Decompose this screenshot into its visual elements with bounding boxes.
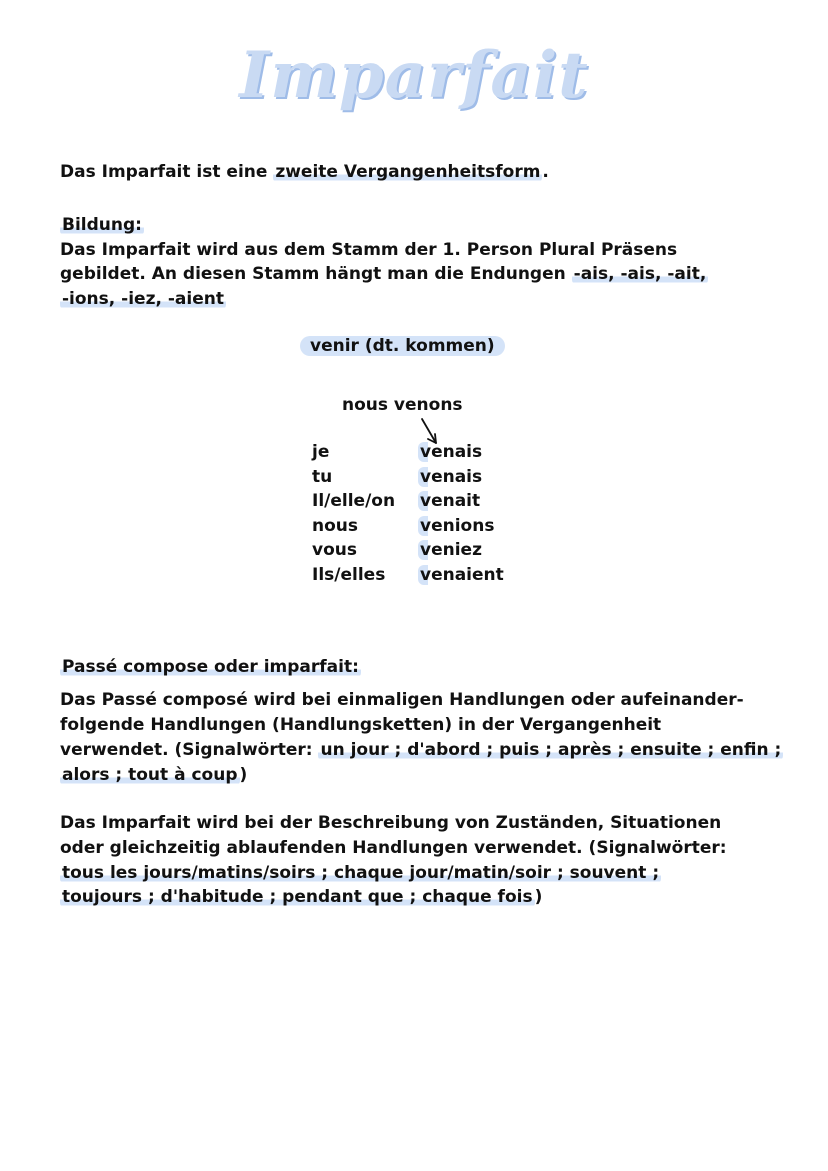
passe-compose-close: ) [239, 765, 248, 785]
stem-form: nous venons [342, 395, 463, 415]
passe-compose-line-3 [60, 738, 783, 762]
imparfait-signal-words-2: toujours ; d'habitude ; pendant que ; chaque fois [62, 887, 533, 907]
passe-compose-signal-words-2: alors ; tout à coup [62, 765, 238, 785]
bildung-line-2-text: gebildet. An diesen Stamm hängt man die Endungen [60, 264, 572, 284]
imparfait-line-4 [60, 885, 542, 909]
imparfait-signal-words-1: tous les jours/matins/soirs ; chaque jour/matin/soir ; souvent ; [62, 863, 660, 883]
passe-compose-line-1: Das Passé composé wird bei einmaligen Handlungen oder aufeinander- [60, 690, 744, 710]
verb-form-text: venions [420, 515, 495, 536]
verb-form [418, 565, 504, 585]
pronoun: je [312, 442, 330, 462]
page-title: Imparfait [239, 38, 589, 113]
bildung-heading [60, 213, 144, 237]
verb-form [418, 516, 494, 536]
imparfait-line-2: oder gleichzeitig ablaufenden Handlungen verwendet. (Signalwörter: [60, 838, 727, 858]
comparison-heading-text: Passé compose oder imparfait: [62, 657, 359, 677]
verb-form-text: venait [420, 491, 481, 511]
imparfait-close: ) [534, 887, 543, 907]
intro-text: Das Imparfait ist eine [60, 162, 274, 182]
endings-highlight-2: -ions, -iez, -aient [62, 289, 224, 309]
intro-sentence [60, 160, 549, 184]
verb-form-text: venais [420, 442, 483, 462]
bildung-line-1: Das Imparfait wird aus dem Stamm der 1. Person Plural Präsens [60, 240, 678, 260]
pronoun: tu [312, 466, 333, 487]
pronoun: Ils/elles [312, 564, 386, 585]
passe-compose-line-4 [60, 763, 247, 787]
endings-highlight-1: -ais, -ais, -ait, [573, 264, 707, 284]
comparison-heading [60, 655, 361, 679]
passe-compose-line-3-text: verwendet. (Signalwörter: [60, 740, 319, 760]
passe-compose-signal-words-1: un jour ; d'abord ; puis ; après ; ensuite ; enfin ; [320, 740, 782, 760]
verb-form [418, 467, 482, 487]
verb-form [418, 540, 482, 560]
verb-form [418, 442, 482, 462]
pronoun: Il/elle/on [312, 491, 396, 511]
bildung-heading-text: Bildung: [62, 215, 142, 235]
intro-end: . [542, 162, 549, 182]
imparfait-line-1: Das Imparfait wird bei der Beschreibung von Zuständen, Situationen [60, 813, 722, 833]
pronoun: vous [312, 540, 357, 560]
verb-form [418, 491, 480, 511]
conjugation-heading-text: venir (dt. kommen) [300, 336, 505, 356]
bildung-line-2 [60, 262, 708, 286]
pronoun: nous [312, 515, 359, 536]
verb-form-text: venais [420, 466, 483, 487]
verb-form-text: venaient [420, 564, 504, 585]
passe-compose-line-2: folgende Handlungen (Handlungsketten) in der Vergangenheit [60, 715, 662, 735]
imparfait-line-3 [60, 861, 661, 885]
intro-highlight: zweite Vergangenheitsform [275, 162, 541, 182]
conjugation-heading [300, 336, 505, 356]
verb-form-text: veniez [420, 540, 482, 560]
bildung-line-3 [60, 287, 226, 311]
